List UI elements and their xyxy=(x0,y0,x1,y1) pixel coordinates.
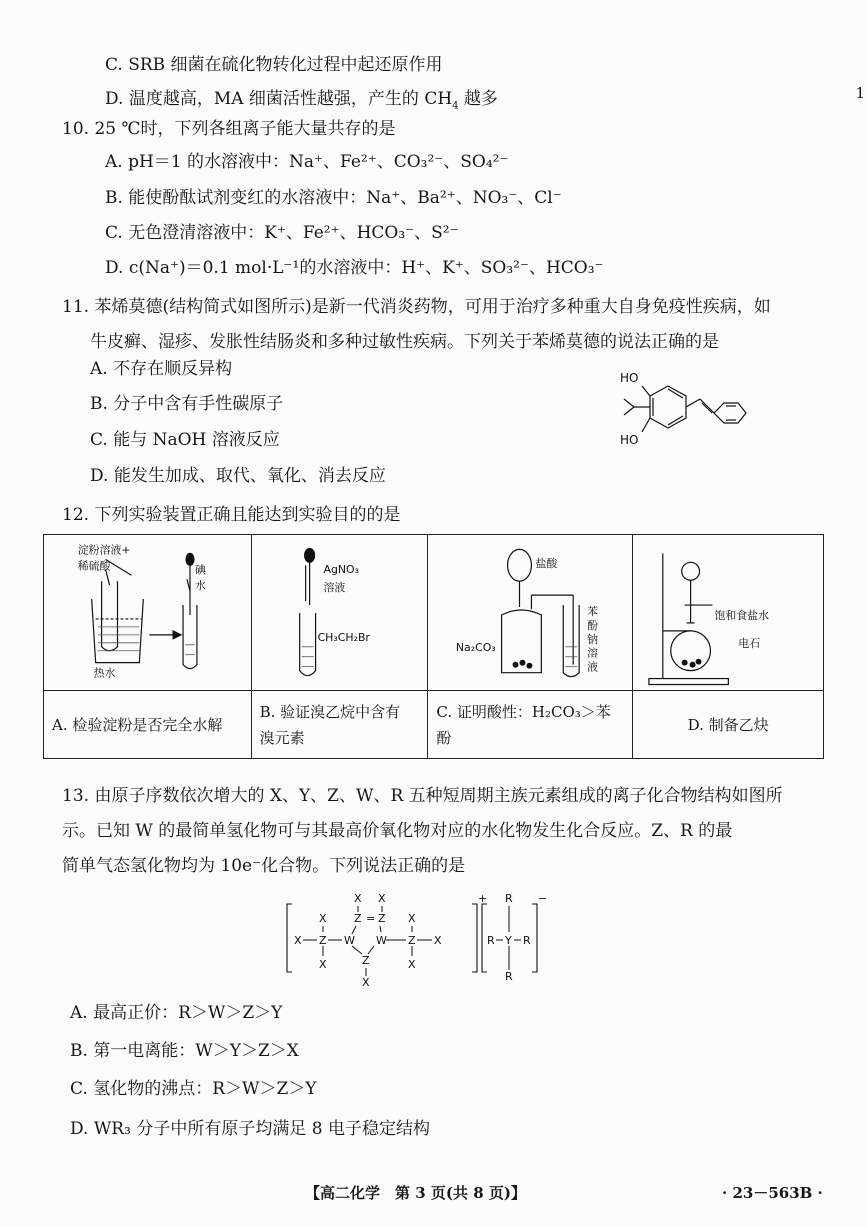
q13-option-c: C. 氢化物的沸点：R＞W＞Z＞Y xyxy=(70,1079,317,1099)
ion-cation-charge: + xyxy=(478,892,488,905)
edge-mark: 1 xyxy=(855,84,865,102)
apparatus-b-diagram xyxy=(252,535,428,690)
q11-option-d: D. 能发生加成、取代、氧化、消去反应 xyxy=(90,466,386,486)
apparatus-c-cell xyxy=(428,535,633,691)
svg-text:R: R xyxy=(487,934,495,947)
apparatus-a-cell xyxy=(44,535,252,691)
svg-text:Z: Z xyxy=(362,954,370,967)
q13-option-b: B. 第一电离能：W＞Y＞Z＞X xyxy=(70,1041,299,1061)
apparatus-c-label-2: Na₂CO₃ xyxy=(456,640,497,654)
svg-text:R: R xyxy=(505,970,513,983)
apparatus-d-label-1: 饱和食盐水 xyxy=(714,608,770,622)
q12-stem: 12. 下列实验装置正确且能达到实验目的的是 xyxy=(62,505,401,525)
mol-ho-bottom: HO xyxy=(620,433,639,447)
apparatus-b-caption: B. 验证溴乙烷中含有 溴元素 xyxy=(251,691,428,759)
svg-text:X: X xyxy=(362,976,370,989)
apparatus-c-caption: C. 证明酸性：H₂CO₃＞苯酚 xyxy=(428,691,633,759)
svg-text:Y: Y xyxy=(505,934,512,947)
svg-text:X: X xyxy=(434,934,442,947)
apparatus-c-label-4: 酚 xyxy=(587,618,599,632)
svg-text:Z: Z xyxy=(408,934,416,947)
q13-stem-line1: 13. 由原子序数依次增大的 X、Y、Z、W、R 五种短周期主族元素组成的离子化合物结构如图所 xyxy=(62,786,783,806)
apparatus-a-caption: A. 检验淀粉是否完全水解 xyxy=(44,691,252,759)
svg-text:X: X xyxy=(319,958,327,971)
svg-text:R: R xyxy=(505,892,513,905)
apparatus-b-cell xyxy=(251,535,428,691)
apparatus-c-label-1: 盐酸 xyxy=(535,557,558,571)
svg-text:W: W xyxy=(376,934,387,947)
q11-option-c: C. 能与 NaOH 溶液反应 xyxy=(90,430,280,450)
apparatus-d-label-2: 电石 xyxy=(738,636,761,650)
q11-stem-line2: 牛皮癣、湿疹、发胀性结肠炎和多种过敏性疾病。下列关于苯烯莫德的说法正确的是 xyxy=(90,332,719,352)
ion-anion-charge: − xyxy=(538,892,548,905)
svg-text:Z: Z xyxy=(319,934,327,947)
q12-apparatus-table xyxy=(43,534,824,759)
svg-text:X: X xyxy=(408,958,416,971)
q9-option-d: D. 温度越高，MA 细菌活性越强，产生的 $CH_4$ 越多 xyxy=(105,89,498,112)
exam-code: · 23－563B · xyxy=(722,1184,823,1202)
q10-stem: 10. 25 ℃时，下列各组离子能大量共存的是 xyxy=(62,119,396,139)
apparatus-b-label-3: CH₃CH₂Br xyxy=(317,630,370,644)
q13-stem-line3: 简单气态氢化物均为 10e⁻化合物。下列说法正确的是 xyxy=(62,856,466,876)
q10-option-a: A. pH＝1 的水溶液中：Na⁺、Fe²⁺、CO₃²⁻、SO₄²⁻ xyxy=(105,152,509,172)
svg-text:X: X xyxy=(294,934,302,947)
apparatus-a-label-1: 淀粉溶液+ xyxy=(77,543,131,557)
svg-text:R: R xyxy=(523,934,531,947)
q9-option-c: C. SRB 细菌在硫化物转化过程中起还原作用 xyxy=(105,55,443,75)
q11-structure-diagram xyxy=(612,366,762,458)
svg-text:Z: Z xyxy=(378,912,386,925)
svg-text:X: X xyxy=(319,912,327,925)
q13-stem-line2: 示。已知 W 的最简单氢化物可与其最高价氧化物对应的水化物发生化合反应。Z、R 的最 xyxy=(62,821,733,841)
apparatus-c-label-6: 溶 xyxy=(587,646,599,660)
q13-option-a: A. 最高正价：R＞W＞Z＞Y xyxy=(70,1003,283,1023)
svg-text:=: = xyxy=(366,912,376,925)
apparatus-d-cell xyxy=(633,535,824,691)
svg-text:W: W xyxy=(344,934,355,947)
q13-option-d: D. WR₃ 分子中所有原子均满足 8 电子稳定结构 xyxy=(70,1119,430,1139)
apparatus-a-label-5: 热水 xyxy=(93,666,116,680)
q11-stem-line1: 11. 苯烯莫德(结构简式如图所示)是新一代消炎药物，可用于治疗多种重大自身免疫性疾病，如 xyxy=(62,297,771,317)
apparatus-a-diagram xyxy=(44,535,251,690)
q11-option-a: A. 不存在顺反异构 xyxy=(90,359,233,379)
apparatus-a-label-2: 稀硫酸 xyxy=(77,559,111,573)
apparatus-c-label-7: 液 xyxy=(587,660,599,674)
svg-text:Z: Z xyxy=(354,912,362,925)
apparatus-a-label-4: 水 xyxy=(194,579,206,593)
q11-option-b: B. 分子中含有手性碳原子 xyxy=(90,394,284,414)
q10-option-d: D. c(Na⁺)＝0.1 mol·L⁻¹的水溶液中：H⁺、K⁺、SO₃²⁻、HCO₃⁻ xyxy=(105,258,604,278)
q10-option-b: B. 能使酚酞试剂变红的水溶液中：Na⁺、Ba²⁺、NO₃⁻、Cl⁻ xyxy=(105,188,562,208)
apparatus-b-label-1: AgNO₃ xyxy=(323,563,359,577)
svg-text:X: X xyxy=(408,912,416,925)
apparatus-a-label-3: 碘 xyxy=(194,563,206,577)
apparatus-d-diagram xyxy=(633,535,823,690)
apparatus-b-label-2: 溶液 xyxy=(323,581,345,595)
page-footer: 【高二化学 第 3 页(共 8 页)】 xyxy=(305,1184,526,1202)
mol-ho-top: HO xyxy=(620,371,639,385)
q13-ion-structure xyxy=(282,886,552,990)
apparatus-c-diagram xyxy=(428,535,632,690)
q10-option-c: C. 无色澄清溶液中：K⁺、Fe²⁺、HCO₃⁻、S²⁻ xyxy=(105,223,459,243)
svg-text:X: X xyxy=(354,892,362,905)
apparatus-d-caption: D. 制备乙炔 xyxy=(633,691,824,759)
apparatus-c-label-3: 苯 xyxy=(587,604,599,618)
apparatus-c-label-5: 钠 xyxy=(587,632,599,646)
svg-text:X: X xyxy=(378,892,386,905)
